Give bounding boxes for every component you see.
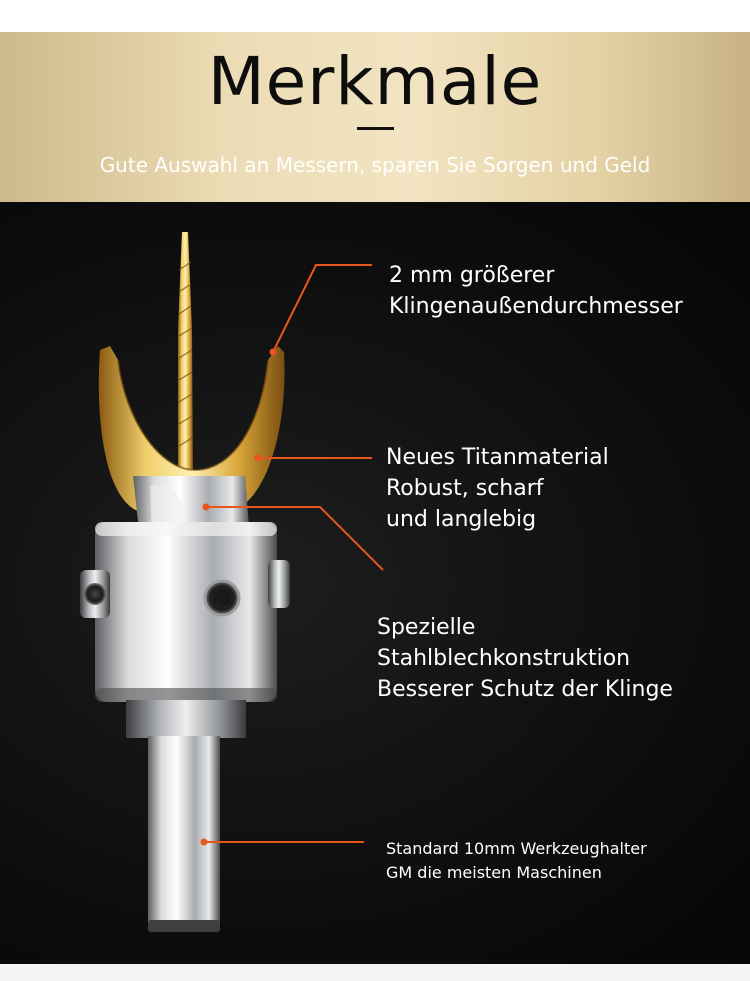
feature-line: Standard 10mm Werkzeughalter — [386, 839, 647, 858]
feature-line: Robust, scharf — [386, 476, 544, 501]
feature-line: 2 mm größerer — [389, 263, 555, 288]
feature-steel-construction — [377, 612, 673, 705]
feature-titanium — [386, 442, 609, 535]
feature-line: Neues Titanmaterial — [386, 445, 609, 470]
feature-line: GM die meisten Maschinen — [386, 863, 602, 882]
page-title: Merkmale — [207, 43, 543, 120]
feature-line: Spezielle — [377, 615, 476, 640]
feature-line: Klingenaußendurchmesser — [389, 294, 683, 319]
feature-line: und langlebig — [386, 507, 537, 532]
feature-line: Stahlblechkonstruktion — [377, 646, 631, 671]
feature-blade-diameter — [389, 260, 683, 322]
feature-line: Besserer Schutz der Klinge — [377, 677, 673, 702]
page-subtitle: Gute Auswahl an Messern, sparen Sie Sorgen und Geld — [99, 153, 651, 177]
feature-shank — [386, 837, 647, 885]
